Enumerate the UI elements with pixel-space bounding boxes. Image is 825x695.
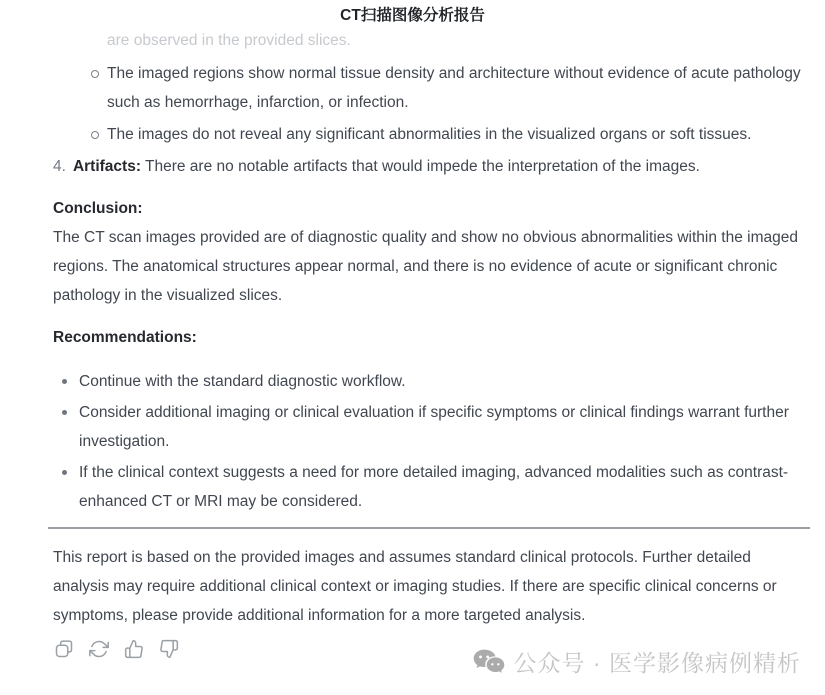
- list-item: [53, 367, 810, 396]
- footer-note-paragraph: This report is based on the provided images and assumes standard clinical protocols. Further detailed analysis may require additional clinical context or imaging studies. If there are specific clinical concerns or symptoms, please provide additional information for a more targeted analysis.: [53, 549, 777, 624]
- list-item-text: Consider additional imaging or clinical evaluation if specific symptoms or clinical findings warrant further investigation.: [79, 404, 789, 450]
- page-title: CT扫描图像分析报告: [340, 7, 485, 24]
- report-body: [0, 26, 825, 660]
- disc-bullet-icon: [62, 470, 67, 475]
- artifacts-item: [53, 152, 810, 181]
- recommendations-list: [53, 367, 810, 516]
- list-item: [53, 398, 810, 456]
- message-actions-toolbar: [53, 638, 810, 660]
- copy-button[interactable]: [53, 638, 75, 660]
- list-item: [53, 458, 810, 516]
- findings-sub-list: [53, 59, 810, 149]
- disc-bullet-icon: [62, 379, 67, 384]
- artifacts-text: There are no notable artifacts that would impede the interpretation of the images.: [140, 158, 700, 175]
- list-item: [53, 120, 810, 149]
- thumbs-up-icon: [124, 639, 144, 659]
- regenerate-button[interactable]: [88, 638, 110, 660]
- watermark-text: 公众号 · 医学影像病例精析: [513, 650, 801, 676]
- circle-bullet-icon: [91, 131, 99, 139]
- regenerate-icon: [89, 639, 109, 659]
- conclusion-paragraph: The CT scan images provided are of diagnostic quality and show no obvious abnormalities within the imaged regions. The anatomical structures appear normal, and there is no evidence of acute or significant chronic pathology in the visualized slices.: [53, 229, 798, 304]
- list-item-text: The imaged regions show normal tissue density and architecture without evidence of acute pathology such as hemorrhage, infarction, or infection.: [107, 65, 801, 111]
- copy-icon: [54, 639, 74, 659]
- artifacts-label: Artifacts:: [72, 158, 141, 175]
- disc-bullet-icon: [62, 410, 67, 415]
- section-divider: [48, 527, 810, 529]
- recommendations-heading: Recommendations:: [53, 329, 197, 346]
- list-item-text: Continue with the standard diagnostic workflow.: [79, 373, 406, 390]
- thumbs-up-button[interactable]: [123, 638, 145, 660]
- truncated-previous-line: are observed in the provided slices.: [107, 32, 351, 49]
- thumbs-down-icon: [159, 639, 179, 659]
- circle-bullet-icon: [91, 70, 99, 78]
- conclusion-heading: Conclusion:: [53, 200, 143, 217]
- thumbs-down-button[interactable]: [158, 638, 180, 660]
- list-item-text: The images do not reveal any significant abnormalities in the visualized organs or soft tissues.: [107, 126, 752, 143]
- list-item: [53, 59, 810, 117]
- list-number-marker: 4.: [53, 158, 66, 175]
- list-item-text: If the clinical context suggests a need for more detailed imaging, advanced modalities such as contrast-enhanced CT or MRI may be considered.: [79, 464, 789, 510]
